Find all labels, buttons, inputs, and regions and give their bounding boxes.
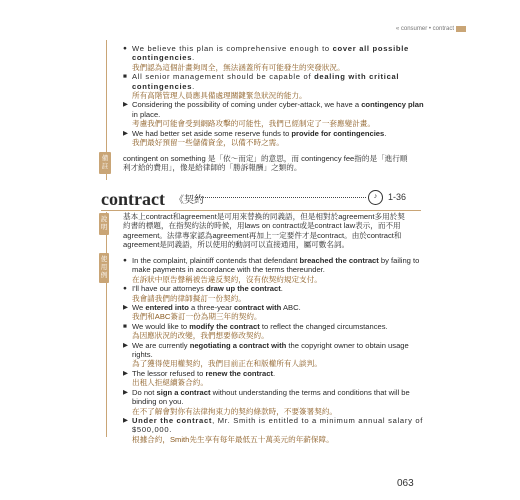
leader-dots [196, 197, 366, 198]
contract-examples [123, 256, 426, 444]
audio-track-number: 1-36 [388, 192, 407, 202]
contract-example-1 [123, 256, 426, 284]
page-number: 063 [397, 478, 414, 489]
example-english: In the complaint, plaintiff contends that defendant breached the contract by failing to make payments in accordance with the terms thereunder. [132, 256, 420, 275]
bullet-icon: ● [123, 285, 127, 293]
example-chinese: 為了獲得使用權契約，我們目前正在和版權所有人談判。 [132, 359, 322, 369]
example-chinese: 我會請我們的律師擬訂一份契約。 [132, 293, 246, 303]
contract-example-3 [123, 303, 426, 322]
example-english: We believe this plan is comprehensive enough to cover all possible contingencies. [132, 44, 409, 63]
bullet-icon: ▶ [123, 388, 128, 396]
entry-headword: contract [101, 189, 165, 209]
note-text [123, 154, 426, 173]
entry-title-rule [101, 210, 421, 211]
contract-example-6 [123, 369, 426, 388]
bullet-icon: ■ [123, 73, 127, 81]
example-chinese: 我們認為這個計畫夠周全，無法涵蓋所有可能發生的突發狀況。 [132, 62, 345, 72]
explain-line-3: agreement。法律專家認為agreement再加上一定要件才是contract。由於contract和 [123, 230, 402, 240]
contract-example-4 [123, 322, 426, 341]
contingency-example-2 [123, 72, 426, 100]
usage-tag: 使用例 [99, 253, 109, 283]
explain-line-2: 約書的標題，在指契約法的時候，用laws on contract或是contract law表示，而不用 [123, 221, 401, 231]
contingency-example-4 [123, 129, 426, 148]
example-english: We would like to modify the contract to reflect the changed circumstances. [132, 321, 388, 331]
bullet-icon: ■ [123, 322, 127, 330]
note-line-1: contingent on something 是「依～而定」的意思，而 contingency fee指的是「進行順 [123, 154, 408, 163]
explain-tag: 說明 [99, 213, 109, 235]
example-chinese: 在不了解會對你有法律拘束力的契約條款時，不要簽署契約。 [132, 406, 338, 416]
bullet-icon: ▶ [123, 129, 128, 137]
example-chinese: 在訴狀中原告聲稱被告違反契約，沒有依契約規定支付。 [132, 274, 322, 284]
entry-headword-zh: 《契約 [174, 195, 204, 206]
bullet-icon: ▶ [123, 341, 128, 349]
contract-example-8 [123, 416, 426, 444]
contingency-examples [123, 44, 426, 147]
bullet-icon: ▶ [123, 416, 128, 424]
example-chinese: 我們最好預留一些儲備資金，以備不時之需。 [132, 138, 284, 148]
example-english: We had better set aside some reserve funds to provide for contingencies. [132, 128, 387, 138]
example-chinese: 我們和ABC簽訂一份為期三年的契約。 [132, 312, 262, 322]
example-chinese: 為因應狀況的改變，我們想要修改契約。 [132, 331, 269, 341]
contingency-example-3 [123, 100, 426, 128]
bullet-icon: ▶ [123, 101, 128, 109]
explain-line-1: 基本上contract和agreement是可用來替換的同義語，但是相對於agreement多用於契 [123, 212, 405, 221]
audio-icon[interactable]: ♪ [368, 190, 383, 205]
example-english: All senior management should be capable of dealing with critical contingencies. [132, 72, 400, 91]
bullet-icon: ● [123, 257, 127, 264]
breadcrumb-tab [456, 26, 466, 32]
contract-example-2 [123, 284, 426, 303]
bullet-icon: ▶ [123, 369, 128, 377]
contract-example-7 [123, 388, 426, 416]
explain-line-4: agreement是同義語，所以使用的動詞可以直接通用，屬可數名詞。 [123, 240, 350, 250]
example-english: We are currently negotiating a contract with the copyright owner to obtain usage rights. [132, 340, 409, 360]
bullet-icon: ● [123, 45, 127, 52]
contingency-example-1 [123, 44, 426, 72]
example-chinese: 所有高階管理人員應具備處理關鍵緊急狀況的能力。 [132, 91, 307, 101]
explanation-text [123, 212, 423, 250]
top-breadcrumb: « consumer • contract [395, 26, 454, 32]
margin-rule-bottom [106, 212, 107, 437]
example-english: Considering the possibility of coming under cyber-attack, we have a contingency plan in place. [132, 100, 424, 119]
contract-example-5 [123, 341, 426, 369]
example-english: I'll have our attorneys draw up the contract. [132, 284, 283, 294]
note-line-2: 利才給的費用」，像是給律師的「勝訴報酬」之類的。 [123, 163, 302, 173]
example-english: Under the contract, Mr. Smith is entitled to a minimum annual salary of $500,000. [132, 415, 424, 435]
example-english: The lessor refused to renew the contract. [132, 368, 276, 378]
example-english: Do not sign a contract without understanding the terms and conditions that will be binding on you. [132, 387, 410, 407]
note-tag: 備註 [99, 152, 111, 174]
example-chinese: 出租人拒絕續簽合約。 [132, 378, 208, 388]
bullet-icon: ▶ [123, 304, 128, 312]
example-english: We entered into a three-year contract with ABC. [132, 303, 301, 313]
example-chinese: 根據合約，Smith先生享有每年最低五十萬美元的年薪保障。 [132, 434, 334, 444]
example-chinese: 考慮我們可能會受到網路攻擊的可能性，我們已經制定了一套應變計畫。 [132, 119, 375, 129]
